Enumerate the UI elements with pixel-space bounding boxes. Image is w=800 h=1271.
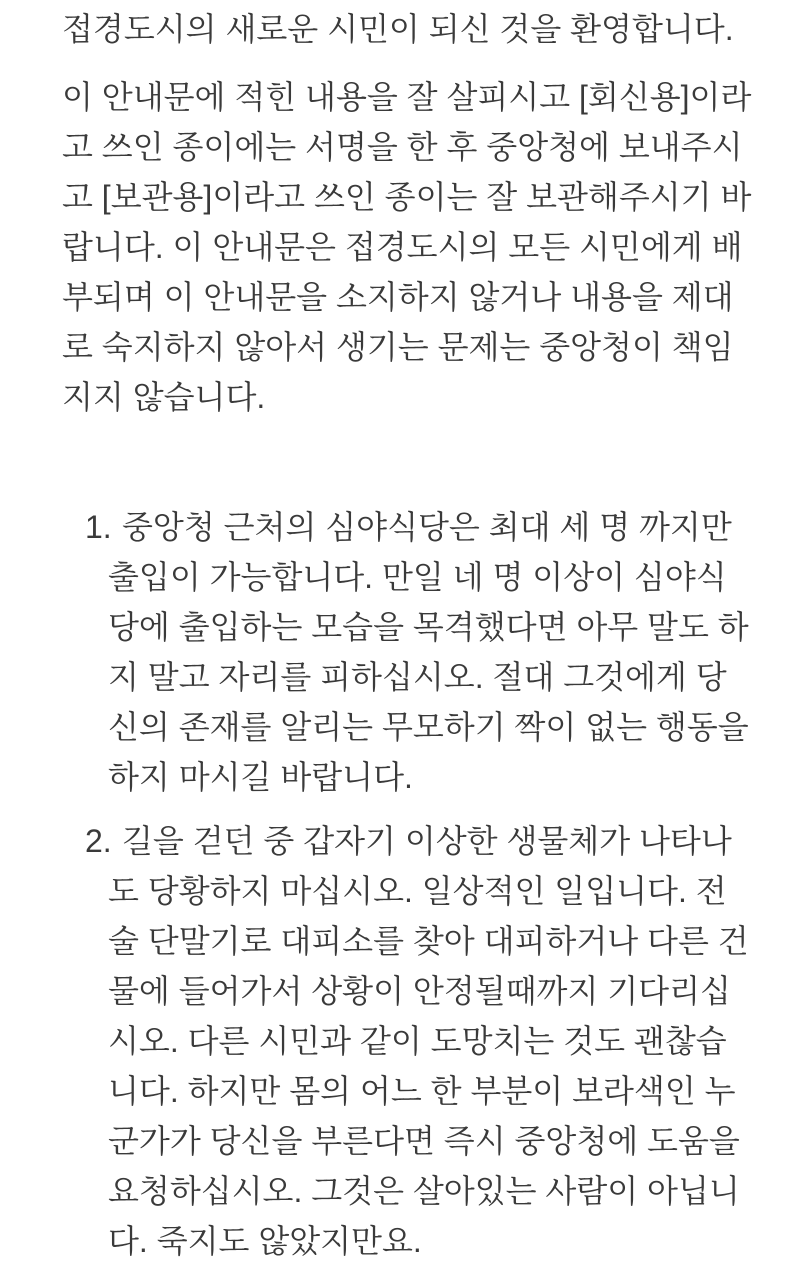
intro-paragraph: 접경도시의 새로운 시민이 되신 것을 환영합니다. [62,11,734,47]
rule-number: 2. [85,823,112,859]
rules-list [62,502,756,1266]
notice-paragraph: 이 안내문에 적힌 내용을 잘 살피시고 [회신용]이라고 쓰인 종이에는 서명을 한 후 중앙청에 보내주시고 [보관용]이라고 쓰인 종이는 잘 보관해주시기 바랍니다. 이 안내문은 접경도시의 모든 시민에게 배부되며 이 안내문을 소지하지 않거나 내용을 제대로 숙지하지 않아서 생기는 문제는 중앙청이 책임지지 않습니다. [62,79,752,415]
rule-number: 1. [85,509,112,545]
rule-text: 길을 걷던 중 갑자기 이상한 생물체가 나타나도 당황하지 마십시오. 일상적인 일입니다. 전술 단말기로 대피소를 찾아 대피하거나 다른 건물에 들어가서 상황이 안정될때까지 기다리십시오. 다른 시민과 같이 도망치는 것도 괜찮습니다. 하지만 몸의 어느 한 부분이 보라색인 누군가가 당신을 부른다면 즉시 중앙청에 도움을 요청하십시오. 그것은 살아있는 사람이 아닙니다. 죽지도 않았지만요. [108,823,749,1259]
rule-text: 중앙청 근처의 심야식당은 최대 세 명 까지만 출입이 가능합니다. 만일 네 명 이상이 심야식당에 출입하는 모습을 목격했다면 아무 말도 하지 말고 자리를 피하십시오. 절대 그것에게 당신의 존재를 알리는 무모하기 짝이 없는 행동을 하지 마시길 바랍니다. [108,509,749,795]
rule-item-1 [62,502,756,802]
rule-item-2 [62,816,756,1266]
